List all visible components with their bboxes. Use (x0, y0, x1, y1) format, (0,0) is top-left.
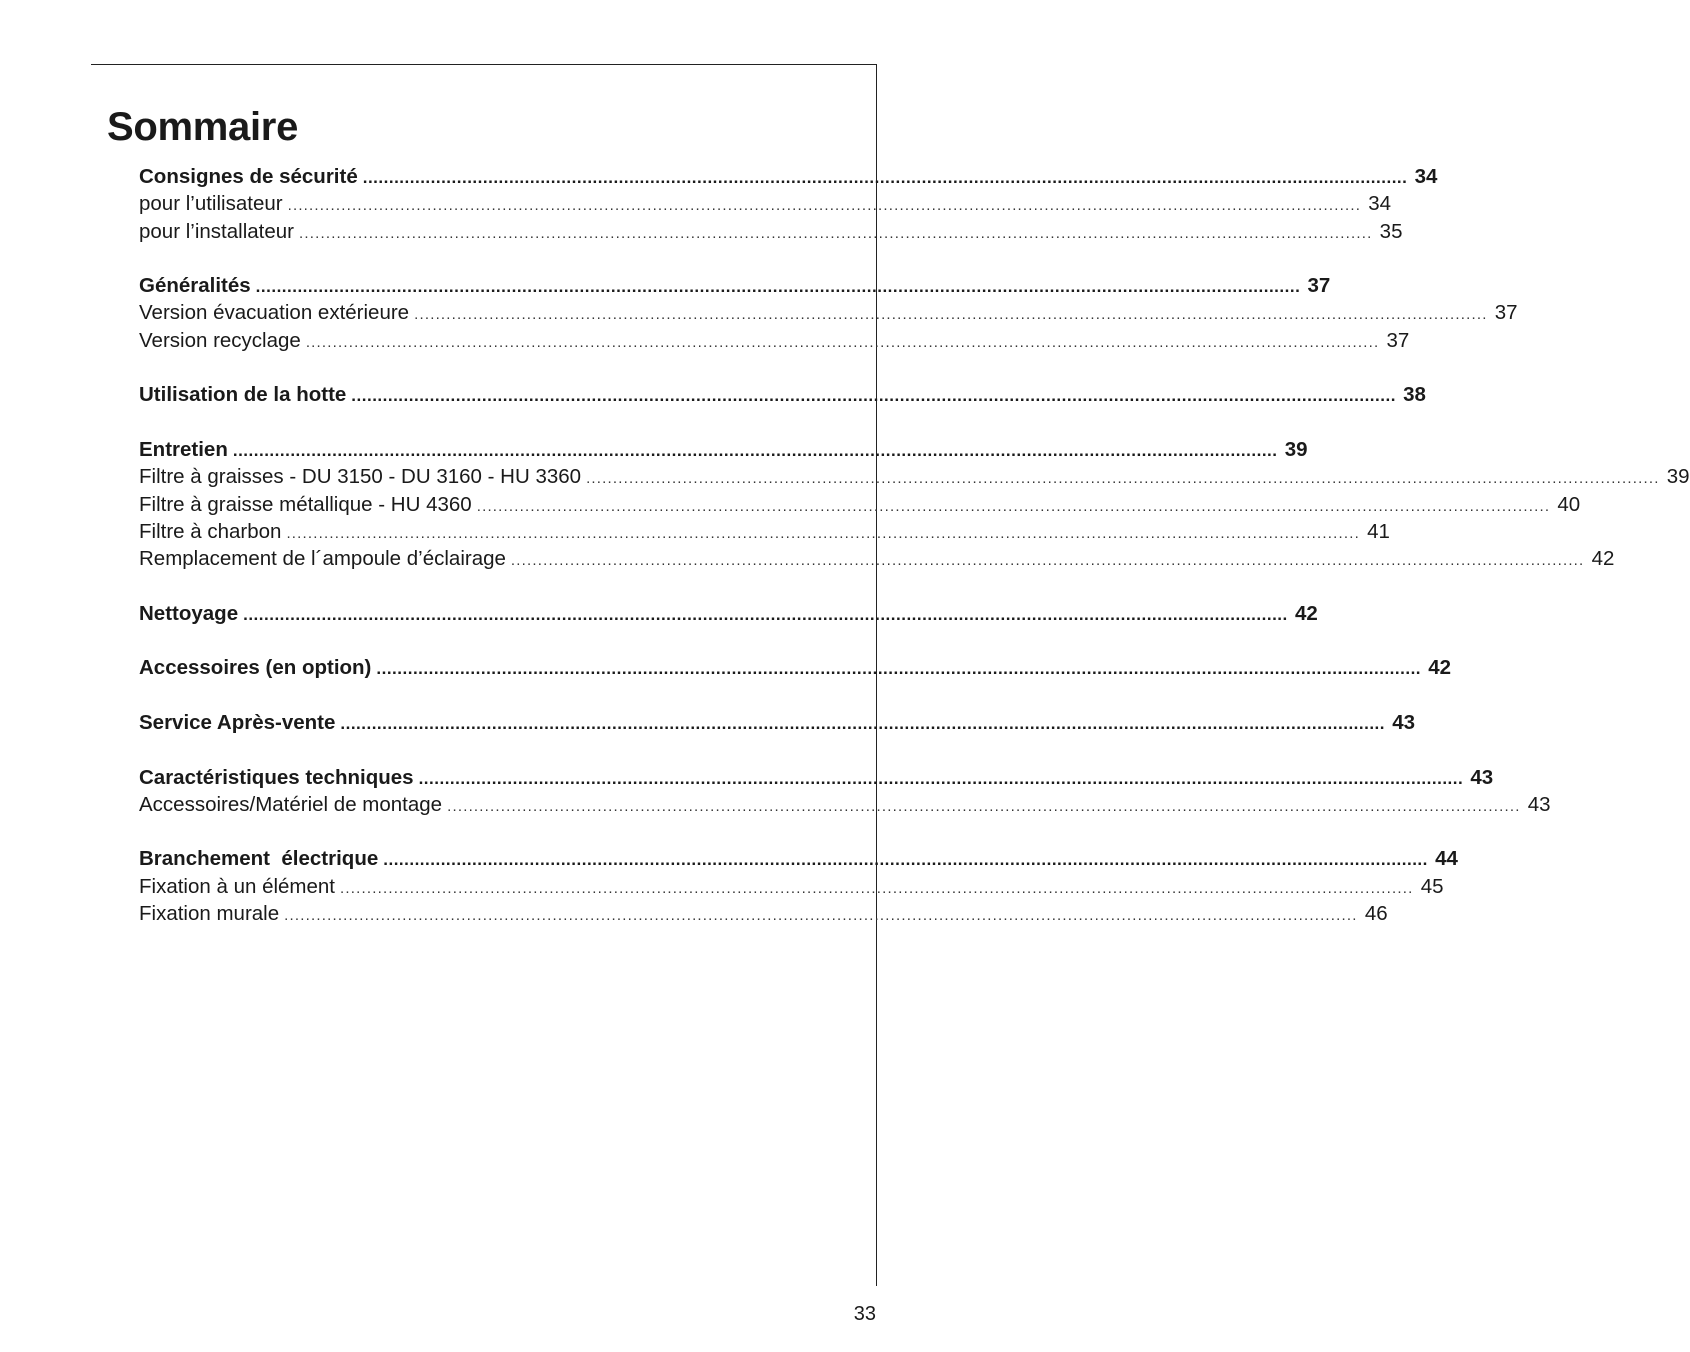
toc-entry-label: Accessoires/Matériel de montage (139, 792, 443, 816)
toc-entry-page: 37 (1494, 301, 1518, 325)
toc-entry-label: Fixation murale (139, 902, 280, 926)
toc-entry-page: 34 (1368, 192, 1392, 216)
toc-entry[interactable] (139, 272, 1331, 299)
toc-entry-label: Filtre à graisses - DU 3150 - DU 3160 - HU 3360 (139, 465, 582, 489)
toc-entry-label: Accessoires (en option) (139, 656, 372, 680)
toc-entry-page: 34 (1414, 165, 1438, 188)
toc-entry-page: 43 (1392, 710, 1416, 734)
leader-dots: ........................................................................................................................................................................................................ (418, 768, 1464, 788)
toc-entry-page: 35 (1379, 219, 1403, 243)
toc-entry[interactable] (139, 163, 1438, 190)
toc-entry-label: Caractéristiques techniques (139, 765, 414, 789)
leader-dots: ........................................................................................................................................................................................................ (298, 224, 1373, 242)
toc-entry-page: 43 (1527, 792, 1551, 816)
toc-entry[interactable] (139, 709, 1416, 736)
toc-entry[interactable] (139, 873, 1444, 900)
leader-dots: ........................................................................................................................................................................................................ (510, 552, 1585, 570)
toc-entry-page: 40 (1557, 492, 1581, 516)
toc-entry-label: Fixation à un élément (139, 874, 336, 898)
toc-entry-page: 41 (1367, 519, 1390, 543)
toc-entry[interactable] (139, 845, 1458, 872)
leader-dots: ........................................................................................................................................................................................................ (351, 386, 1396, 406)
toc-entry[interactable] (139, 491, 1581, 518)
toc-entry-label: Filtre à graisse métallique - HU 4360 (139, 492, 472, 516)
toc-entry-label: pour l’utilisateur (139, 192, 283, 216)
leader-dots: ........................................................................................................................................................................................................ (447, 797, 1521, 815)
toc-entry-page: 37 (1386, 328, 1410, 352)
toc-entry[interactable] (139, 218, 1403, 245)
leader-dots: ........................................................................................................................................................................................................ (305, 333, 1380, 351)
toc-entry-label: Nettoyage (139, 601, 239, 625)
toc-entry-page: 42 (1591, 547, 1615, 571)
page-title: Sommaire (107, 105, 299, 149)
toc-entry[interactable] (139, 299, 1518, 326)
top-rule (91, 64, 877, 65)
toc-entry-page: 39 (1284, 437, 1308, 461)
toc-entry-label: Filtre à charbon (139, 519, 282, 543)
toc-entry[interactable] (139, 436, 1308, 463)
leader-dots: ........................................................................................................................................................................................................ (376, 659, 1422, 679)
toc-entry-label: Généralités (139, 274, 251, 298)
toc-entry-label: Utilisation de la hotte (139, 383, 347, 407)
toc-entry[interactable] (139, 764, 1494, 791)
toc-entry-label: Entretien (139, 437, 228, 461)
leader-dots: ........................................................................................................................................................................................................ (586, 470, 1660, 488)
leader-dots: ........................................................................................................................................................................................................ (286, 524, 1360, 542)
toc-entry[interactable] (139, 545, 1615, 572)
toc-entry-page: 37 (1307, 274, 1331, 298)
toc-entry-label: Service Après-vente (139, 710, 336, 734)
toc-entry-label: Remplacement de l´ampoule d’éclairage (139, 547, 506, 571)
toc-entry-page: 39 (1666, 465, 1690, 489)
toc-entry-label: Branchement électrique (139, 847, 379, 871)
leader-dots: ........................................................................................................................................................................................................ (476, 497, 1551, 515)
table-of-contents (139, 163, 1690, 927)
toc-entry[interactable] (139, 791, 1551, 818)
toc-entry[interactable] (139, 463, 1690, 490)
leader-dots: ........................................................................................................................................................................................................ (340, 713, 1386, 733)
toc-entry-page: 46 (1364, 902, 1388, 926)
toc-entry-label: Version évacuation extérieure (139, 301, 410, 325)
toc-entry[interactable] (139, 518, 1390, 545)
toc-entry-page: 42 (1294, 601, 1318, 625)
leader-dots: ........................................................................................................................................................................................................ (232, 440, 1278, 460)
leader-dots: ........................................................................................................................................................................................................ (383, 850, 1428, 870)
leader-dots: ........................................................................................................................................................................................................ (414, 306, 1488, 324)
toc-entry[interactable] (139, 190, 1392, 217)
toc-entry-page: 45 (1420, 874, 1444, 898)
toc-entry-label: Consignes de sécurité (139, 165, 358, 188)
toc-entry[interactable] (139, 381, 1426, 408)
toc-entry[interactable] (139, 327, 1410, 354)
toc-entry[interactable] (139, 600, 1318, 627)
leader-dots: ........................................................................................................................................................................................................ (243, 604, 1288, 624)
leader-dots: ........................................................................................................................................................................................................ (287, 197, 1362, 215)
leader-dots: ........................................................................................................................................................................................................ (255, 277, 1301, 297)
leader-dots: ........................................................................................................................................................................................................ (284, 907, 1358, 925)
toc-entry-page: 43 (1470, 765, 1494, 789)
toc-entry-label: pour l’installateur (139, 219, 294, 243)
toc-entry-page: 38 (1403, 383, 1426, 407)
toc-entry-label: Version recyclage (139, 328, 301, 352)
toc-entry-page: 42 (1428, 656, 1452, 680)
toc-entry[interactable] (139, 654, 1452, 681)
leader-dots: ........................................................................................................................................................................................................ (362, 168, 1408, 187)
leader-dots: ........................................................................................................................................................................................................ (340, 879, 1414, 897)
page-number: 33 (853, 1303, 876, 1325)
toc-entry[interactable] (139, 900, 1388, 927)
toc-entry-page: 44 (1435, 847, 1458, 871)
